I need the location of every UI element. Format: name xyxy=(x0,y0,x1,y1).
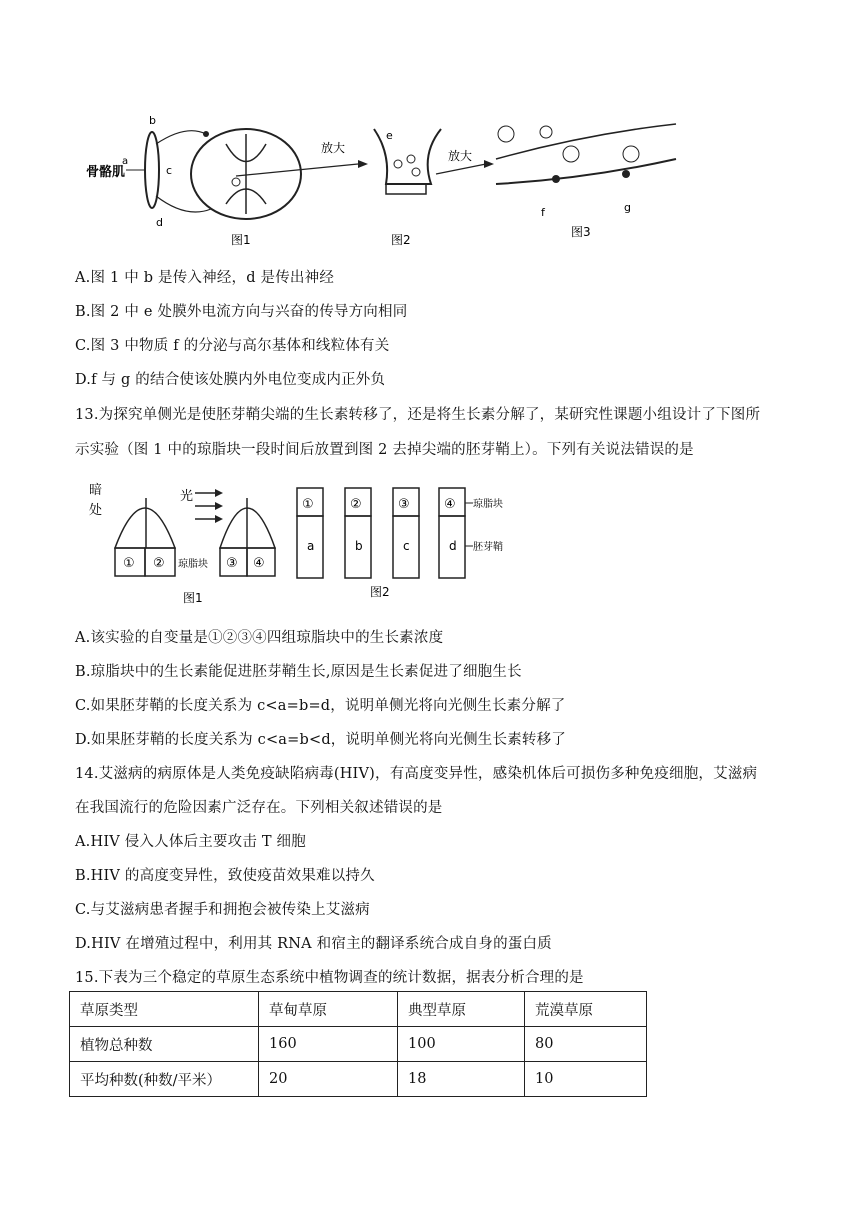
bone-muscle-label: 骨骼肌 xyxy=(86,165,126,180)
q15-stem: 15.下表为三个稳定的草原生态系统中植物调查的统计数据，据表分析合理的是 xyxy=(75,970,584,986)
table-cell: 平均种数(种数/平米） xyxy=(70,1062,259,1097)
q12-option-d: D.f 与 g 的结合使该处膜内外电位变成内正外负 xyxy=(75,372,386,388)
table-cell: 植物总种数 xyxy=(70,1027,259,1062)
svg-text:③: ③ xyxy=(398,497,410,512)
q14-option-d: D.HIV 在增殖过程中，利用其 RNA 和宿主的翻译系统合成自身的蛋白质 xyxy=(75,936,552,952)
q14-option-b: B.HIV 的高度变异性，致使疫苗效果难以持久 xyxy=(75,868,375,884)
fig1-caption: 图1 xyxy=(231,233,251,247)
table-cell: 80 xyxy=(525,1027,647,1062)
fig2-caption: 图2 xyxy=(391,233,411,247)
svg-text:g: g xyxy=(624,201,631,214)
table-header-cell: 荒漠草原 xyxy=(525,992,647,1027)
table-header-cell: 典型草原 xyxy=(398,992,525,1027)
table-cell: 20 xyxy=(259,1062,398,1097)
q14-stem-line1: 14.艾滋病的病原体是人类免疫缺陷病毒(HIV)，有高度变异性，感染机体后可损伤多种免疫细胞，艾滋病 xyxy=(75,766,758,782)
table-cell: 18 xyxy=(398,1062,525,1097)
q12-option-b: B.图 2 中 e 处膜外电流方向与兴奋的传导方向相同 xyxy=(75,304,408,320)
svg-text:c: c xyxy=(403,539,410,553)
svg-text:④: ④ xyxy=(253,556,265,571)
table-cell: 100 xyxy=(398,1027,525,1062)
q14-option-a: A.HIV 侵入人体后主要攻击 T 细胞 xyxy=(75,834,306,850)
svg-text:b: b xyxy=(149,114,156,127)
svg-text:b: b xyxy=(355,539,363,553)
svg-text:a: a xyxy=(122,156,129,167)
q13-option-a: A.该实验的自变量是①②③④四组琼脂块中的生长素浓度 xyxy=(75,630,444,646)
table-header-row xyxy=(70,992,647,1027)
svg-text:暗: 暗 xyxy=(89,483,103,498)
svg-text:a: a xyxy=(307,539,315,553)
svg-text:琼脂块: 琼脂块 xyxy=(178,559,208,570)
table-cell: 10 xyxy=(525,1062,647,1097)
svg-text:e: e xyxy=(386,129,393,142)
svg-text:d: d xyxy=(449,539,457,553)
svg-text:图2: 图2 xyxy=(370,585,390,599)
table-header-cell: 草甸草原 xyxy=(259,992,398,1027)
svg-text:光: 光 xyxy=(180,489,194,504)
svg-text:c: c xyxy=(166,164,173,177)
q14-stem-line2: 在我国流行的危险因素广泛存在。下列相关叙述错误的是 xyxy=(75,800,443,816)
q13-option-d: D.如果胚芽鞘的长度关系为 c<a=b<d，说明单侧光将向光侧生长素转移了 xyxy=(75,732,567,748)
fig3-caption: 图3 xyxy=(571,225,591,239)
table-row xyxy=(70,1027,647,1062)
q12-option-c: C.图 3 中物质 f 的分泌与高尔基体和线粒体有关 xyxy=(75,338,390,354)
svg-text:①: ① xyxy=(123,556,135,571)
table-header-cell: 草原类型 xyxy=(70,992,259,1027)
svg-text:d: d xyxy=(156,216,163,229)
svg-text:①: ① xyxy=(302,497,314,512)
svg-text:放大: 放大 xyxy=(448,149,473,163)
q12-option-a: A.图 1 中 b 是传入神经，d 是传出神经 xyxy=(75,270,335,286)
coleoptile-figure xyxy=(75,478,535,608)
svg-text:②: ② xyxy=(350,497,362,512)
table-row xyxy=(70,1062,647,1097)
q13-option-b: B.琼脂块中的生长素能促进胚芽鞘生长,原因是生长素促进了细胞生长 xyxy=(75,664,522,680)
svg-text:③: ③ xyxy=(226,556,238,571)
svg-text:②: ② xyxy=(153,556,165,571)
svg-text:放大: 放大 xyxy=(321,141,346,155)
svg-text:图1: 图1 xyxy=(183,591,203,605)
q14-option-c: C.与艾滋病患者握手和拥抱会被传染上艾滋病 xyxy=(75,902,370,918)
svg-text:④: ④ xyxy=(444,497,456,512)
svg-text:琼脂块: 琼脂块 xyxy=(473,499,503,510)
q13-stem-line2: 示实验（图 1 中的琼脂块一段时间后放置到图 2 去掉尖端的胚芽鞘上）。下列有关说法错误的是 xyxy=(75,442,694,458)
grassland-table xyxy=(69,991,647,1097)
svg-text:处: 处 xyxy=(89,503,103,518)
table-cell: 160 xyxy=(259,1027,398,1062)
q13-stem-line1: 13.为探究单侧光是使胚芽鞘尖端的生长素转移了，还是将生长素分解了，某研究性课题小组设计了下图所 xyxy=(75,407,761,423)
svg-text:f: f xyxy=(541,206,545,219)
q13-option-c: C.如果胚芽鞘的长度关系为 c<a=b=d，说明单侧光将向光侧生长素分解了 xyxy=(75,698,566,714)
neural-figure xyxy=(86,104,686,252)
svg-text:胚芽鞘: 胚芽鞘 xyxy=(473,542,503,553)
